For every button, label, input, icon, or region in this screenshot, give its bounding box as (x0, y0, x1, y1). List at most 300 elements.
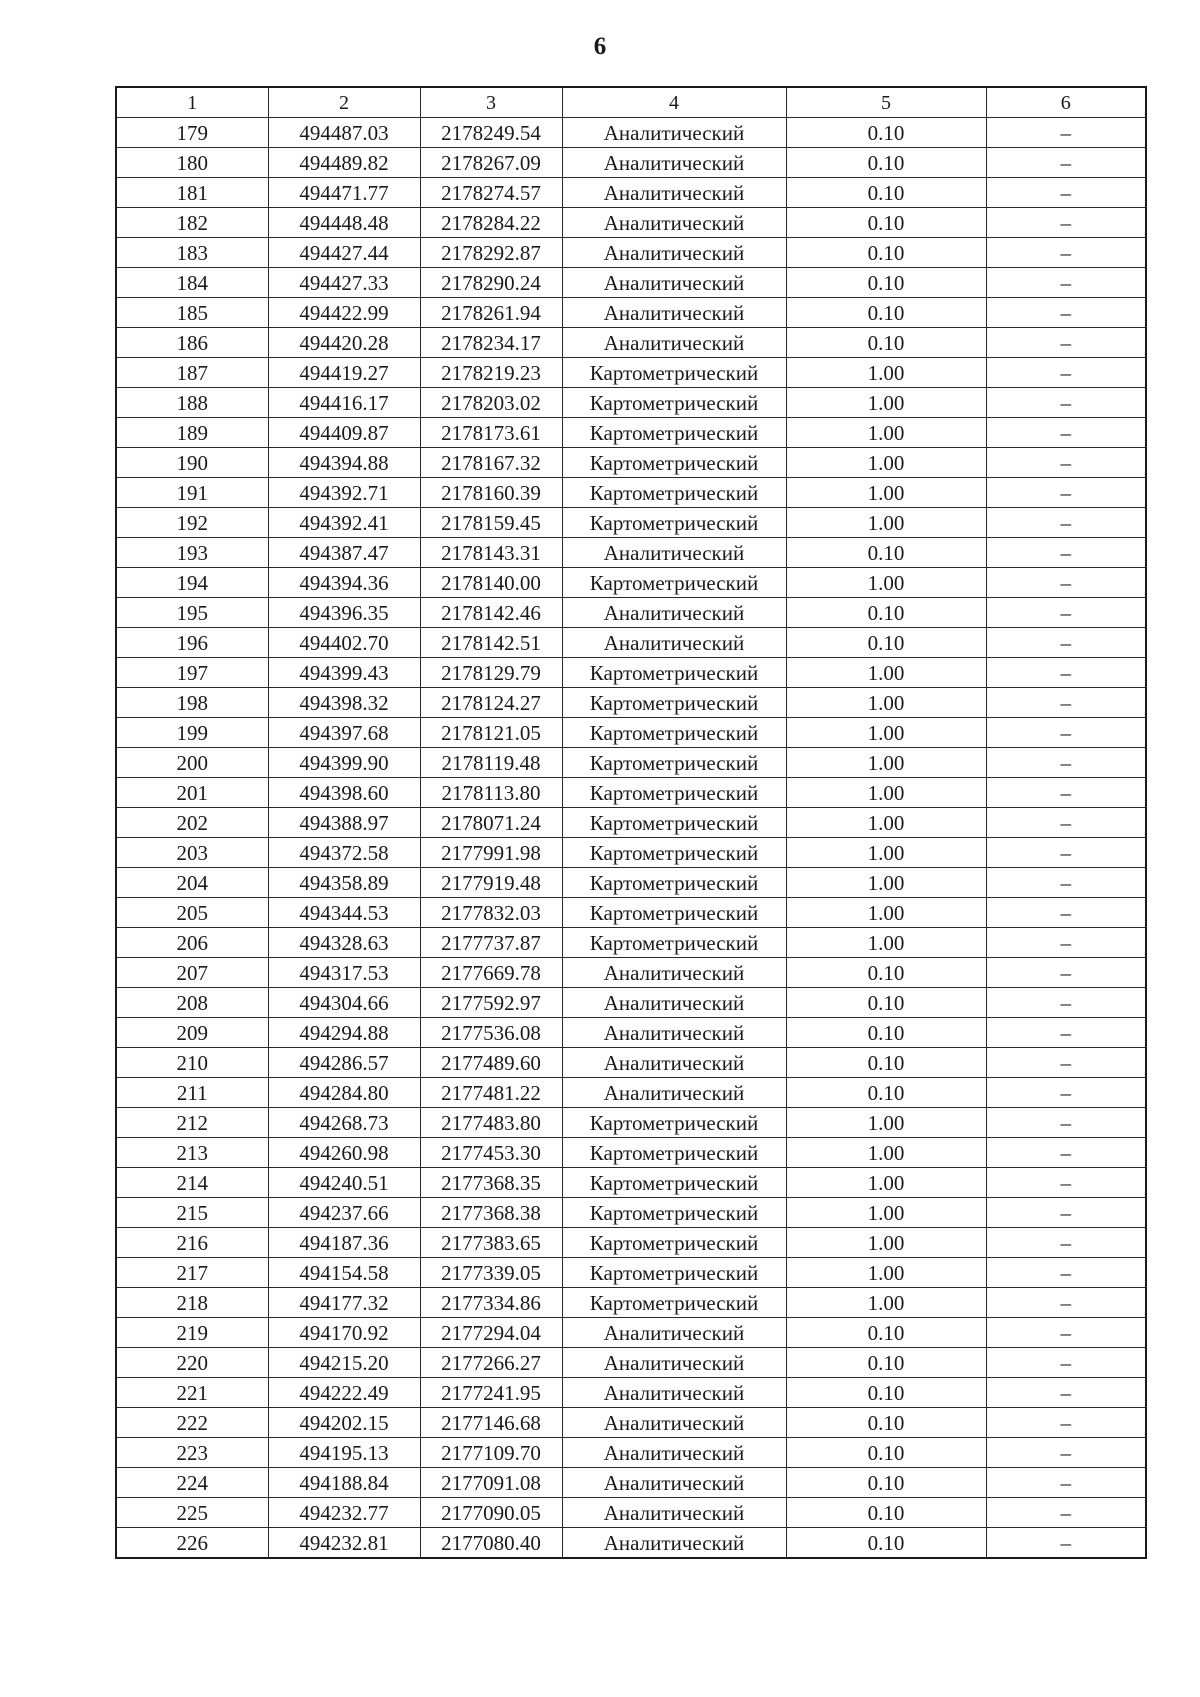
notes-cell: – (986, 928, 1146, 958)
accuracy-cell: 1.00 (786, 568, 986, 598)
method-cell: Аналитический (562, 118, 786, 148)
y-coordinate-cell: 2177453.30 (420, 1138, 562, 1168)
y-coordinate-cell: 2178142.51 (420, 628, 562, 658)
point-number-cell: 216 (116, 1228, 268, 1258)
y-coordinate-cell: 2177919.48 (420, 868, 562, 898)
table-row (116, 718, 1146, 748)
accuracy-cell: 0.10 (786, 1408, 986, 1438)
x-coordinate-cell: 494392.41 (268, 508, 420, 538)
notes-cell: – (986, 388, 1146, 418)
table-row (116, 418, 1146, 448)
notes-cell: – (986, 238, 1146, 268)
table-row (116, 1258, 1146, 1288)
accuracy-cell: 0.10 (786, 268, 986, 298)
notes-cell: – (986, 1528, 1146, 1559)
y-coordinate-cell: 2177334.86 (420, 1288, 562, 1318)
method-cell: Картометрический (562, 448, 786, 478)
method-cell: Картометрический (562, 688, 786, 718)
notes-cell: – (986, 1168, 1146, 1198)
method-cell: Аналитический (562, 1318, 786, 1348)
table-row (116, 928, 1146, 958)
x-coordinate-cell: 494399.43 (268, 658, 420, 688)
method-cell: Аналитический (562, 538, 786, 568)
point-number-cell: 179 (116, 118, 268, 148)
notes-cell: – (986, 1108, 1146, 1138)
page-number: 6 (593, 33, 607, 60)
table-row (116, 1048, 1146, 1078)
y-coordinate-cell: 2177266.27 (420, 1348, 562, 1378)
point-number-cell: 220 (116, 1348, 268, 1378)
accuracy-cell: 0.10 (786, 118, 986, 148)
method-cell: Картометрический (562, 898, 786, 928)
y-coordinate-cell: 2178292.87 (420, 238, 562, 268)
notes-cell: – (986, 718, 1146, 748)
accuracy-cell: 1.00 (786, 1168, 986, 1198)
notes-cell: – (986, 808, 1146, 838)
table-row (116, 268, 1146, 298)
accuracy-cell: 1.00 (786, 898, 986, 928)
table-row (116, 988, 1146, 1018)
method-cell: Картометрический (562, 508, 786, 538)
method-cell: Аналитический (562, 1018, 786, 1048)
method-cell: Аналитический (562, 238, 786, 268)
point-number-cell: 211 (116, 1078, 268, 1108)
table-row (116, 328, 1146, 358)
y-coordinate-cell: 2178124.27 (420, 688, 562, 718)
x-coordinate-cell: 494358.89 (268, 868, 420, 898)
notes-cell: – (986, 688, 1146, 718)
notes-cell: – (986, 868, 1146, 898)
y-coordinate-cell: 2178159.45 (420, 508, 562, 538)
point-number-cell: 219 (116, 1318, 268, 1348)
notes-cell: – (986, 1348, 1146, 1378)
y-coordinate-cell: 2177080.40 (420, 1528, 562, 1559)
method-cell: Аналитический (562, 148, 786, 178)
point-number-cell: 180 (116, 148, 268, 178)
x-coordinate-cell: 494317.53 (268, 958, 420, 988)
y-coordinate-cell: 2178119.48 (420, 748, 562, 778)
x-coordinate-cell: 494268.73 (268, 1108, 420, 1138)
table-row (116, 658, 1146, 688)
notes-cell: – (986, 1018, 1146, 1048)
notes-cell: – (986, 1468, 1146, 1498)
point-number-cell: 197 (116, 658, 268, 688)
table-row (116, 1468, 1146, 1498)
table-row (116, 958, 1146, 988)
x-coordinate-cell: 494188.84 (268, 1468, 420, 1498)
table-row (116, 118, 1146, 148)
method-cell: Картометрический (562, 1198, 786, 1228)
x-coordinate-cell: 494398.32 (268, 688, 420, 718)
accuracy-cell: 0.10 (786, 1318, 986, 1348)
method-cell: Картометрический (562, 1168, 786, 1198)
x-coordinate-cell: 494202.15 (268, 1408, 420, 1438)
method-cell: Картометрический (562, 1258, 786, 1288)
notes-cell: – (986, 1438, 1146, 1468)
x-coordinate-cell: 494489.82 (268, 148, 420, 178)
y-coordinate-cell: 2178121.05 (420, 718, 562, 748)
table-row (116, 1228, 1146, 1258)
point-number-cell: 222 (116, 1408, 268, 1438)
y-coordinate-cell: 2178129.79 (420, 658, 562, 688)
x-coordinate-cell: 494448.48 (268, 208, 420, 238)
accuracy-cell: 0.10 (786, 238, 986, 268)
y-coordinate-cell: 2178203.02 (420, 388, 562, 418)
point-number-cell: 187 (116, 358, 268, 388)
method-cell: Картометрический (562, 808, 786, 838)
point-number-cell: 194 (116, 568, 268, 598)
accuracy-cell: 1.00 (786, 808, 986, 838)
x-coordinate-cell: 494427.33 (268, 268, 420, 298)
x-coordinate-cell: 494427.44 (268, 238, 420, 268)
method-cell: Картометрический (562, 658, 786, 688)
table-row (116, 1018, 1146, 1048)
table-row (116, 1198, 1146, 1228)
table-row (116, 478, 1146, 508)
notes-cell: – (986, 1378, 1146, 1408)
y-coordinate-cell: 2177109.70 (420, 1438, 562, 1468)
notes-cell: – (986, 268, 1146, 298)
notes-cell: – (986, 1408, 1146, 1438)
accuracy-cell: 0.10 (786, 1018, 986, 1048)
table-row (116, 808, 1146, 838)
point-number-cell: 200 (116, 748, 268, 778)
notes-cell: – (986, 148, 1146, 178)
x-coordinate-cell: 494372.58 (268, 838, 420, 868)
method-cell: Картометрический (562, 778, 786, 808)
x-coordinate-cell: 494177.32 (268, 1288, 420, 1318)
point-number-cell: 182 (116, 208, 268, 238)
method-cell: Картометрический (562, 748, 786, 778)
coordinates-table (115, 86, 1147, 1559)
accuracy-cell: 1.00 (786, 448, 986, 478)
x-coordinate-cell: 494304.66 (268, 988, 420, 1018)
y-coordinate-cell: 2178071.24 (420, 808, 562, 838)
method-cell: Картометрический (562, 718, 786, 748)
table-row (116, 748, 1146, 778)
point-number-cell: 183 (116, 238, 268, 268)
point-number-cell: 203 (116, 838, 268, 868)
point-number-cell: 192 (116, 508, 268, 538)
y-coordinate-cell: 2178143.31 (420, 538, 562, 568)
table-row (116, 778, 1146, 808)
y-coordinate-cell: 2177669.78 (420, 958, 562, 988)
x-coordinate-cell: 494260.98 (268, 1138, 420, 1168)
y-coordinate-cell: 2178290.24 (420, 268, 562, 298)
y-coordinate-cell: 2177090.05 (420, 1498, 562, 1528)
x-coordinate-cell: 494232.81 (268, 1528, 420, 1559)
table-row (116, 1378, 1146, 1408)
y-coordinate-cell: 2178173.61 (420, 418, 562, 448)
x-coordinate-cell: 494195.13 (268, 1438, 420, 1468)
y-coordinate-cell: 2178142.46 (420, 598, 562, 628)
method-cell: Аналитический (562, 1378, 786, 1408)
y-coordinate-cell: 2177737.87 (420, 928, 562, 958)
table-row (116, 358, 1146, 388)
accuracy-cell: 1.00 (786, 388, 986, 418)
x-coordinate-cell: 494286.57 (268, 1048, 420, 1078)
y-coordinate-cell: 2178160.39 (420, 478, 562, 508)
point-number-cell: 206 (116, 928, 268, 958)
y-coordinate-cell: 2177536.08 (420, 1018, 562, 1048)
method-cell: Аналитический (562, 628, 786, 658)
notes-cell: – (986, 628, 1146, 658)
method-cell: Аналитический (562, 1078, 786, 1108)
accuracy-cell: 0.10 (786, 1378, 986, 1408)
notes-cell: – (986, 418, 1146, 448)
y-coordinate-cell: 2178267.09 (420, 148, 562, 178)
x-coordinate-cell: 494237.66 (268, 1198, 420, 1228)
x-coordinate-cell: 494471.77 (268, 178, 420, 208)
table-row (116, 388, 1146, 418)
notes-cell: – (986, 1078, 1146, 1108)
x-coordinate-cell: 494416.17 (268, 388, 420, 418)
notes-cell: – (986, 358, 1146, 388)
method-cell: Аналитический (562, 1408, 786, 1438)
table-row (116, 598, 1146, 628)
y-coordinate-cell: 2178284.22 (420, 208, 562, 238)
y-coordinate-cell: 2177991.98 (420, 838, 562, 868)
method-cell: Картометрический (562, 838, 786, 868)
accuracy-cell: 0.10 (786, 208, 986, 238)
x-coordinate-cell: 494487.03 (268, 118, 420, 148)
method-cell: Аналитический (562, 1468, 786, 1498)
point-number-cell: 204 (116, 868, 268, 898)
notes-cell: – (986, 778, 1146, 808)
notes-cell: – (986, 448, 1146, 478)
method-cell: Аналитический (562, 1048, 786, 1078)
accuracy-cell: 0.10 (786, 1048, 986, 1078)
column-header: 4 (562, 87, 786, 118)
accuracy-cell: 1.00 (786, 508, 986, 538)
table-row (116, 508, 1146, 538)
y-coordinate-cell: 2177241.95 (420, 1378, 562, 1408)
y-coordinate-cell: 2177489.60 (420, 1048, 562, 1078)
notes-cell: – (986, 598, 1146, 628)
accuracy-cell: 0.10 (786, 538, 986, 568)
notes-cell: – (986, 1198, 1146, 1228)
point-number-cell: 213 (116, 1138, 268, 1168)
y-coordinate-cell: 2178140.00 (420, 568, 562, 598)
accuracy-cell: 1.00 (786, 688, 986, 718)
table-row (116, 628, 1146, 658)
table-row (116, 178, 1146, 208)
point-number-cell: 202 (116, 808, 268, 838)
x-coordinate-cell: 494154.58 (268, 1258, 420, 1288)
table-row (116, 1498, 1146, 1528)
accuracy-cell: 0.10 (786, 178, 986, 208)
notes-cell: – (986, 1258, 1146, 1288)
point-number-cell: 193 (116, 538, 268, 568)
accuracy-cell: 0.10 (786, 598, 986, 628)
table-row (116, 1078, 1146, 1108)
accuracy-cell: 1.00 (786, 718, 986, 748)
y-coordinate-cell: 2177294.04 (420, 1318, 562, 1348)
notes-cell: – (986, 208, 1146, 238)
method-cell: Аналитический (562, 1348, 786, 1378)
column-header: 3 (420, 87, 562, 118)
point-number-cell: 186 (116, 328, 268, 358)
point-number-cell: 207 (116, 958, 268, 988)
method-cell: Картометрический (562, 478, 786, 508)
y-coordinate-cell: 2177146.68 (420, 1408, 562, 1438)
accuracy-cell: 1.00 (786, 658, 986, 688)
y-coordinate-cell: 2177339.05 (420, 1258, 562, 1288)
notes-cell: – (986, 898, 1146, 928)
table-row (116, 538, 1146, 568)
notes-cell: – (986, 1048, 1146, 1078)
point-number-cell: 189 (116, 418, 268, 448)
x-coordinate-cell: 494170.92 (268, 1318, 420, 1348)
column-header: 2 (268, 87, 420, 118)
accuracy-cell: 1.00 (786, 928, 986, 958)
notes-cell: – (986, 748, 1146, 778)
accuracy-cell: 1.00 (786, 1258, 986, 1288)
method-cell: Картометрический (562, 868, 786, 898)
notes-cell: – (986, 568, 1146, 598)
table-row (116, 1318, 1146, 1348)
x-coordinate-cell: 494399.90 (268, 748, 420, 778)
table-row (116, 1138, 1146, 1168)
notes-cell: – (986, 988, 1146, 1018)
table-header-row (116, 87, 1146, 118)
y-coordinate-cell: 2177483.80 (420, 1108, 562, 1138)
method-cell: Картометрический (562, 1108, 786, 1138)
y-coordinate-cell: 2177091.08 (420, 1468, 562, 1498)
table-row (116, 1348, 1146, 1378)
notes-cell: – (986, 1228, 1146, 1258)
table-row (116, 1288, 1146, 1318)
point-number-cell: 190 (116, 448, 268, 478)
table-row (116, 688, 1146, 718)
method-cell: Картометрический (562, 388, 786, 418)
method-cell: Аналитический (562, 208, 786, 238)
x-coordinate-cell: 494394.36 (268, 568, 420, 598)
point-number-cell: 191 (116, 478, 268, 508)
x-coordinate-cell: 494394.88 (268, 448, 420, 478)
point-number-cell: 205 (116, 898, 268, 928)
x-coordinate-cell: 494409.87 (268, 418, 420, 448)
accuracy-cell: 0.10 (786, 628, 986, 658)
point-number-cell: 225 (116, 1498, 268, 1528)
table-row (116, 298, 1146, 328)
y-coordinate-cell: 2177383.65 (420, 1228, 562, 1258)
method-cell: Аналитический (562, 328, 786, 358)
x-coordinate-cell: 494422.99 (268, 298, 420, 328)
point-number-cell: 223 (116, 1438, 268, 1468)
y-coordinate-cell: 2177368.35 (420, 1168, 562, 1198)
method-cell: Аналитический (562, 1528, 786, 1559)
x-coordinate-cell: 494388.97 (268, 808, 420, 838)
point-number-cell: 185 (116, 298, 268, 328)
point-number-cell: 195 (116, 598, 268, 628)
method-cell: Аналитический (562, 958, 786, 988)
method-cell: Картометрический (562, 418, 786, 448)
table-row (116, 448, 1146, 478)
accuracy-cell: 0.10 (786, 1498, 986, 1528)
y-coordinate-cell: 2178113.80 (420, 778, 562, 808)
accuracy-cell: 0.10 (786, 988, 986, 1018)
method-cell: Картометрический (562, 358, 786, 388)
accuracy-cell: 0.10 (786, 328, 986, 358)
y-coordinate-cell: 2177481.22 (420, 1078, 562, 1108)
point-number-cell: 184 (116, 268, 268, 298)
accuracy-cell: 1.00 (786, 1228, 986, 1258)
point-number-cell: 217 (116, 1258, 268, 1288)
accuracy-cell: 1.00 (786, 478, 986, 508)
y-coordinate-cell: 2178219.23 (420, 358, 562, 388)
x-coordinate-cell: 494284.80 (268, 1078, 420, 1108)
method-cell: Аналитический (562, 178, 786, 208)
point-number-cell: 198 (116, 688, 268, 718)
y-coordinate-cell: 2178234.17 (420, 328, 562, 358)
y-coordinate-cell: 2177592.97 (420, 988, 562, 1018)
accuracy-cell: 1.00 (786, 1138, 986, 1168)
notes-cell: – (986, 1138, 1146, 1168)
notes-cell: – (986, 478, 1146, 508)
point-number-cell: 199 (116, 718, 268, 748)
accuracy-cell: 1.00 (786, 418, 986, 448)
x-coordinate-cell: 494344.53 (268, 898, 420, 928)
point-number-cell: 226 (116, 1528, 268, 1559)
table-body (116, 118, 1146, 1559)
accuracy-cell: 0.10 (786, 1348, 986, 1378)
accuracy-cell: 0.10 (786, 1528, 986, 1559)
table-row (116, 238, 1146, 268)
column-header: 1 (116, 87, 268, 118)
y-coordinate-cell: 2178249.54 (420, 118, 562, 148)
method-cell: Аналитический (562, 1498, 786, 1528)
method-cell: Картометрический (562, 1228, 786, 1258)
x-coordinate-cell: 494294.88 (268, 1018, 420, 1048)
x-coordinate-cell: 494420.28 (268, 328, 420, 358)
table-row (116, 208, 1146, 238)
table-row (116, 1108, 1146, 1138)
x-coordinate-cell: 494396.35 (268, 598, 420, 628)
notes-cell: – (986, 538, 1146, 568)
table-row (116, 1168, 1146, 1198)
accuracy-cell: 0.10 (786, 148, 986, 178)
x-coordinate-cell: 494187.36 (268, 1228, 420, 1258)
accuracy-cell: 0.10 (786, 298, 986, 328)
notes-cell: – (986, 298, 1146, 328)
point-number-cell: 181 (116, 178, 268, 208)
accuracy-cell: 0.10 (786, 1078, 986, 1108)
x-coordinate-cell: 494398.60 (268, 778, 420, 808)
x-coordinate-cell: 494240.51 (268, 1168, 420, 1198)
accuracy-cell: 1.00 (786, 868, 986, 898)
point-number-cell: 212 (116, 1108, 268, 1138)
y-coordinate-cell: 2178274.57 (420, 178, 562, 208)
x-coordinate-cell: 494419.27 (268, 358, 420, 388)
notes-cell: – (986, 658, 1146, 688)
notes-cell: – (986, 1288, 1146, 1318)
point-number-cell: 218 (116, 1288, 268, 1318)
accuracy-cell: 0.10 (786, 958, 986, 988)
point-number-cell: 214 (116, 1168, 268, 1198)
point-number-cell: 201 (116, 778, 268, 808)
accuracy-cell: 1.00 (786, 1198, 986, 1228)
x-coordinate-cell: 494328.63 (268, 928, 420, 958)
x-coordinate-cell: 494232.77 (268, 1498, 420, 1528)
table-row (116, 148, 1146, 178)
notes-cell: – (986, 958, 1146, 988)
method-cell: Аналитический (562, 598, 786, 628)
point-number-cell: 188 (116, 388, 268, 418)
x-coordinate-cell: 494222.49 (268, 1378, 420, 1408)
point-number-cell: 208 (116, 988, 268, 1018)
accuracy-cell: 1.00 (786, 1288, 986, 1318)
